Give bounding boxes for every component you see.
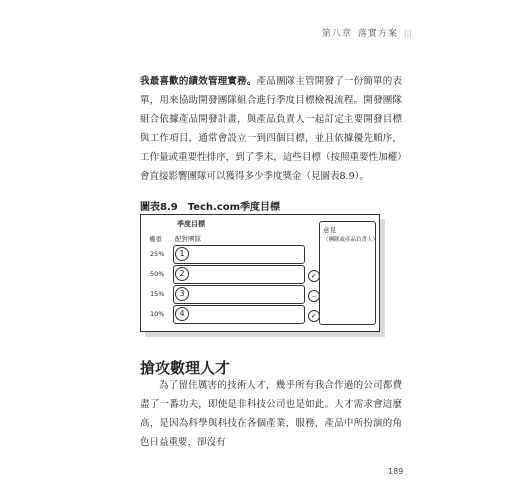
goal-row-4 (173, 305, 305, 324)
running-header (322, 26, 412, 39)
paragraph-1-body: 產品團隊主管開發了一份簡單的表單，用來協助開發團隊組合進行季度目標檢視流程。開發團隊組合依據產品開發計畫，與產品負責人一起訂定主要開發目標與工作項目，通常會設立一到四個目標，並且依據優先順序，工作量或重要性排序，到了季末，這些目標（按照重要性加權）會直接影響團隊可以獲得多少季度獎金（見圖表8.9）。 (140, 76, 402, 182)
row-2-weight: 50% (150, 270, 165, 278)
weight-column-label: 權重 (149, 235, 162, 243)
row-4-weight: 10% (150, 310, 165, 318)
chapter-label: 第八章 (321, 29, 352, 39)
goal-column-label: 季度目標 (177, 220, 205, 228)
header-decoration: ||| (403, 28, 412, 37)
paragraph-1 (140, 72, 402, 186)
comments-title: 意見 (323, 226, 336, 234)
comments-box (319, 221, 379, 325)
quarterly-goals-form (140, 214, 380, 332)
section-paragraph: 為了留住厲害的技術人才，幾乎所有我合作過的公司都費盡了一番功夫，即使是非科技公司也是如此。人才需求會這麼高，是因為科學與科技在各個產業，服務，產品中所扮演的角色日益重要，卻沒有 (140, 380, 402, 448)
row-4-check-icon: ✓ (308, 310, 320, 322)
paragraph-1-lead: 我最喜歡的績效管理實務。 (140, 76, 257, 87)
goal-row-3 (173, 285, 305, 304)
page-number: 189 (388, 467, 404, 476)
row-3-number: 3 (175, 287, 189, 301)
chapter-title: 落實方案 (357, 29, 398, 39)
row-2-number: 2 (175, 267, 189, 281)
row-1-weight: 25% (150, 250, 165, 258)
comments-subtitle: （團隊或產品負責人） (323, 237, 379, 243)
row-1-number: 1 (175, 247, 189, 261)
team-column-label: 配對團隊 (175, 235, 201, 243)
section-heading: 搶攻數理人才 (140, 359, 231, 377)
row-2-check-icon: ✓ (308, 270, 320, 282)
goal-row-1 (173, 245, 305, 264)
row-3-dash-icon: – (308, 290, 320, 302)
row-4-number: 4 (175, 307, 189, 321)
row-3-weight: 15% (150, 290, 165, 298)
goal-row-2 (173, 265, 305, 284)
figure-title: 圖表8.9 Tech.com季度目標 (140, 202, 281, 213)
